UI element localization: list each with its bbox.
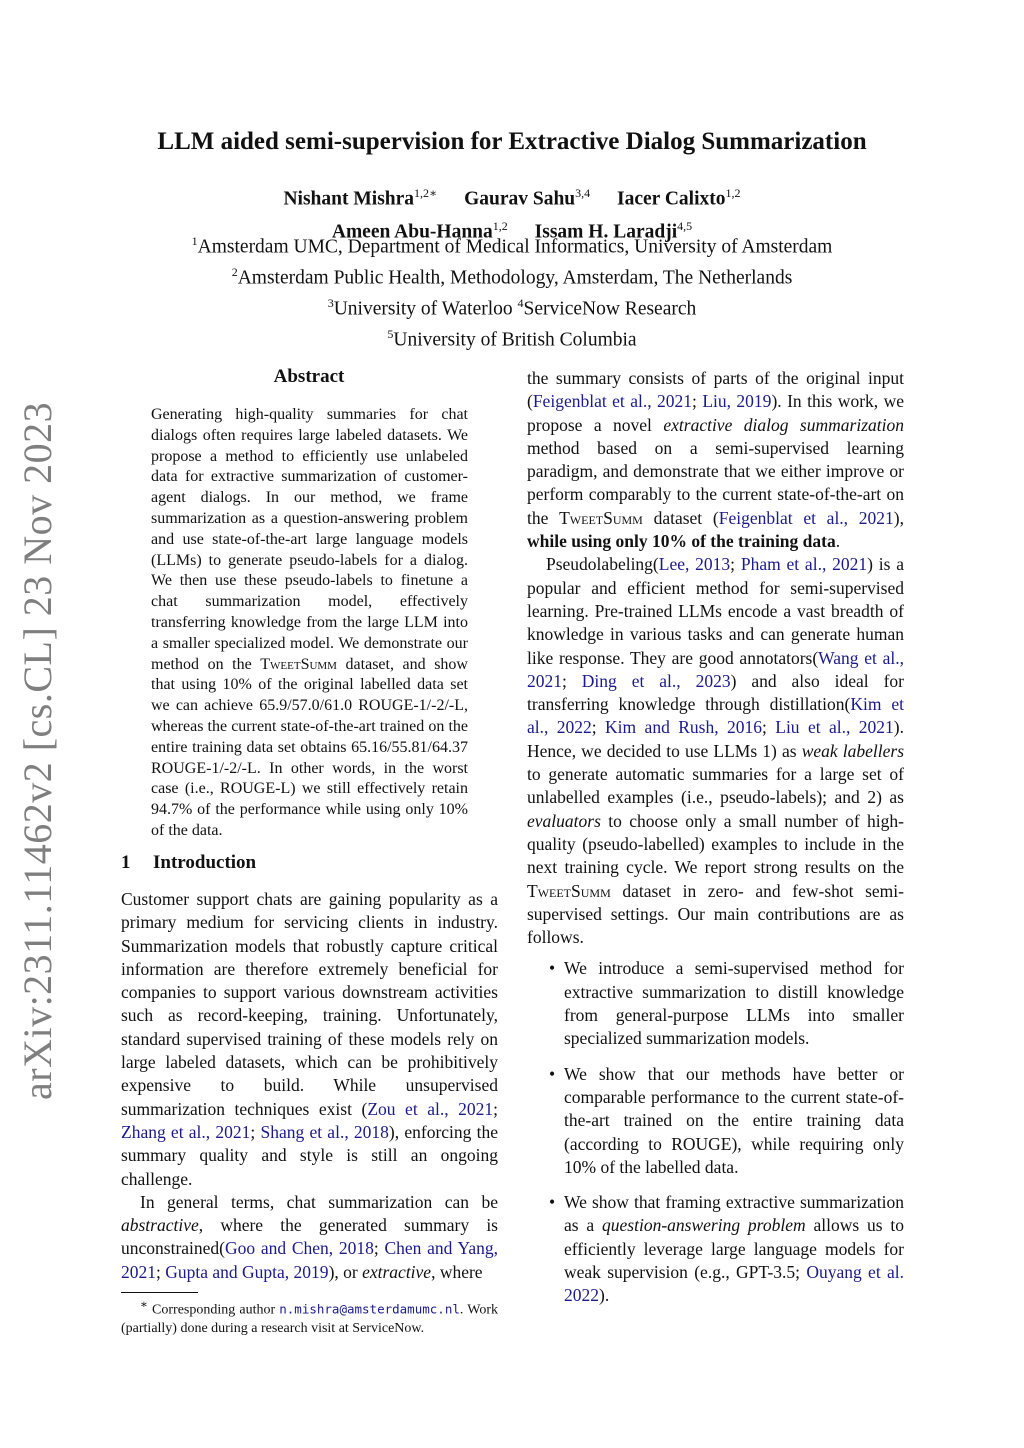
affiliation-line: $^2$Amsterdam Public Health, Methodology, Amsterdam, The Netherlands <box>231 265 793 289</box>
author-name: Issam H. Laradji <box>534 221 678 242</box>
email-link[interactable]: n.mishra@amsterdamumc.nl <box>279 1301 460 1317</box>
bullet-icon: • <box>549 1192 556 1213</box>
citation-link[interactable]: Gupta and Gupta, 2019 <box>165 1261 329 1282</box>
affiliation-line: $^1$Amsterdam UMC, Department of Medical Informatics, University of Amsterdam <box>191 234 833 258</box>
abstract-heading: Abstract <box>273 366 345 387</box>
author-affiliation-mark: 1,2∗ <box>414 186 438 200</box>
arxiv-identifier-stamp: arXiv:2311.11462v2 [cs.CL] 23 Nov 2023 <box>15 401 60 1100</box>
list-item: • We introduce a semi-supervised method for extractive summarization to distill knowledge from general-purpose LLMs into smaller specialized summarization models. <box>549 958 904 1049</box>
citation-link[interactable]: Kim et al., 2022 <box>527 694 904 738</box>
author-name: Ameen Abu-Hanna <box>331 221 493 242</box>
paragraph: Pseudolabeling(Lee, 2013; Pham et al., 2021) is a popular and efficient method for semi-supervised learning. Pre-trained LLMs encode a vast breadth of knowledge in various tasks and can generate human like response. They are good annotators(Wang et al., 2021; Ding et al., 2023) and also ideal for transferring knowledge through distillation(Kim et al., 2022; Kim and Rush, 2016; Liu et al., 2021). Hence, we decided to use LLMs 1) as weak labellers to generate automatic summaries for a large set of unlabelled examples (i.e., pseudo-labels); and 2) as evaluators to choose only a small number of high-quality (pseudo-labelled) examples to include in the next training cycle. We report strong results on the TweetSumm dataset in zero- and few-shot semi-supervised settings. Our main contributions are as follows. <box>527 554 905 948</box>
citation-link[interactable]: Feigenblat et al., 2021 <box>718 507 894 528</box>
citation-link[interactable]: Ding et al., 2023 <box>581 670 731 691</box>
paper-title: LLM aided semi-supervision for Extractive Dialog Summarization <box>157 128 867 155</box>
author-affiliation-mark: 3,4 <box>575 186 591 200</box>
citation-link[interactable]: Goo and Chen, 2018 <box>225 1238 374 1259</box>
section-heading-introduction: 1 Introduction <box>121 852 257 873</box>
contribution-list <box>527 957 904 1307</box>
author-affiliation-mark: 1,2 <box>725 186 741 200</box>
citation-link[interactable]: Wang et al., 2021 <box>527 647 904 691</box>
author-name: Gaurav Sahu <box>464 188 576 210</box>
citation-link[interactable]: Zhang et al., 2021 <box>121 1121 251 1142</box>
affiliation-line: $^5$University of British Columbia <box>387 327 637 351</box>
citation-link[interactable]: Kim and Rush, 2016 <box>605 717 762 738</box>
abstract-body: Generating high-quality summaries for chat dialogs often requires large labeled datasets. We propose a method to efficiently use unlabeled data for extractive summarization of customer-agent dialogs. In our method, we frame summarization as a question-answering problem and use state-of-the-art large language models (LLMs) to generate pseudo-labels for a dialog. We then use these pseudo-labels to finetune a chat summarization model, effectively transferring knowledge from the large LLM into a smaller specialized model. We demonstrate our method on the TweetSumm dataset, and show that using 10% of the original labelled data set we can achieve 65.9/57.0/61.0 ROUGE-1/-2/-L, whereas the current state-of-the-art trained on the entire training data set obtains 65.16/55.81/64.37 ROUGE-1/-2/-L. In other words, in the worst case (i.e., ROUGE-L) we still effectively retain 94.7% of the performance while using only 10% of the data. <box>151 406 468 839</box>
footnote-divider <box>121 1292 198 1293</box>
affiliation-line: $^3$University of Waterloo $^4$ServiceNow Research <box>327 296 697 320</box>
citation-link[interactable]: Feigenblat et al., 2021 <box>532 391 693 412</box>
affiliation-list <box>100 229 924 353</box>
paragraph: the summary consists of parts of the original input (Feigenblat et al., 2021; Liu, 2019). In this work, we propose a novel extractive dialog summarization method based on a semi-supervised learning paradigm, and demonstrate that we either improve or perform comparably to the current state-of-the-art on the TweetSumm dataset (Feigenblat et al., 2021), while using only 10% of the training data. <box>527 368 904 552</box>
author-affiliation-mark: 1,2 <box>492 218 508 233</box>
citation-link[interactable]: Chen and Yang, 2021 <box>121 1238 498 1282</box>
introduction-body <box>121 888 498 1284</box>
paragraph: In general terms, chat summarization can be abstractive, where the generated summary is unconstrained(Goo and Chen, 2018; Chen and Yang, 2021; Gupta and Gupta, 2019), or extractive, where <box>121 1191 498 1282</box>
author-name: Nishant Mishra <box>283 188 415 210</box>
citation-link[interactable]: Zou et al., 2021 <box>367 1098 494 1119</box>
citation-link[interactable]: Liu et al., 2021 <box>775 717 894 738</box>
dataset-name: TweetSumm <box>559 507 643 528</box>
bullet-icon: • <box>549 1063 556 1084</box>
dataset-name: TweetSumm <box>260 655 337 673</box>
dataset-name: TweetSumm <box>527 880 611 901</box>
list-item: • We show that our methods have better or comparable performance to the current state-of-the-art trained on the entire training data (according to ROUGE), while requiring only 10% of the labelled data. <box>549 1063 904 1177</box>
citation-link[interactable]: Lee, 2013 <box>658 554 731 575</box>
right-column-body <box>527 367 904 1320</box>
author-name: Iacer Calixto <box>617 188 726 210</box>
citation-link[interactable]: Ouyang et al. 2022 <box>564 1261 904 1306</box>
footnote: ∗ Corresponding author n.mishra@amsterdamumc.nl. Work (partially) done during a research visit at ServiceNow. <box>121 1298 498 1337</box>
citation-link[interactable]: Pham et al., 2021 <box>740 554 868 575</box>
list-item: • We show that framing extractive summarization as a question-answering problem allows us to efficiently leverage large language models for weak supervision (e.g., GPT-3.5; Ouyang et al. 2022). <box>549 1192 904 1306</box>
author-affiliation-mark: 4,5 <box>677 218 693 233</box>
citation-link[interactable]: Liu, 2019 <box>702 391 772 412</box>
bullet-icon: • <box>549 958 556 979</box>
paragraph: Customer support chats are gaining popularity as a primary medium for servicing clients in industry. Summarization models that robustly capture critical information are therefore extremely beneficial for companies to support various downstream activities such as record-keeping, training. Unfortunately, standard supervised training of these models rely on large labeled datasets, which can be prohibitively expensive to build. While unsupervised summarization techniques exist (Zou et al., 2021; Zhang et al., 2021; Shang et al., 2018), enforcing the summary quality and style is still an ongoing challenge. <box>121 889 499 1189</box>
citation-link[interactable]: Shang et al., 2018 <box>260 1121 389 1142</box>
